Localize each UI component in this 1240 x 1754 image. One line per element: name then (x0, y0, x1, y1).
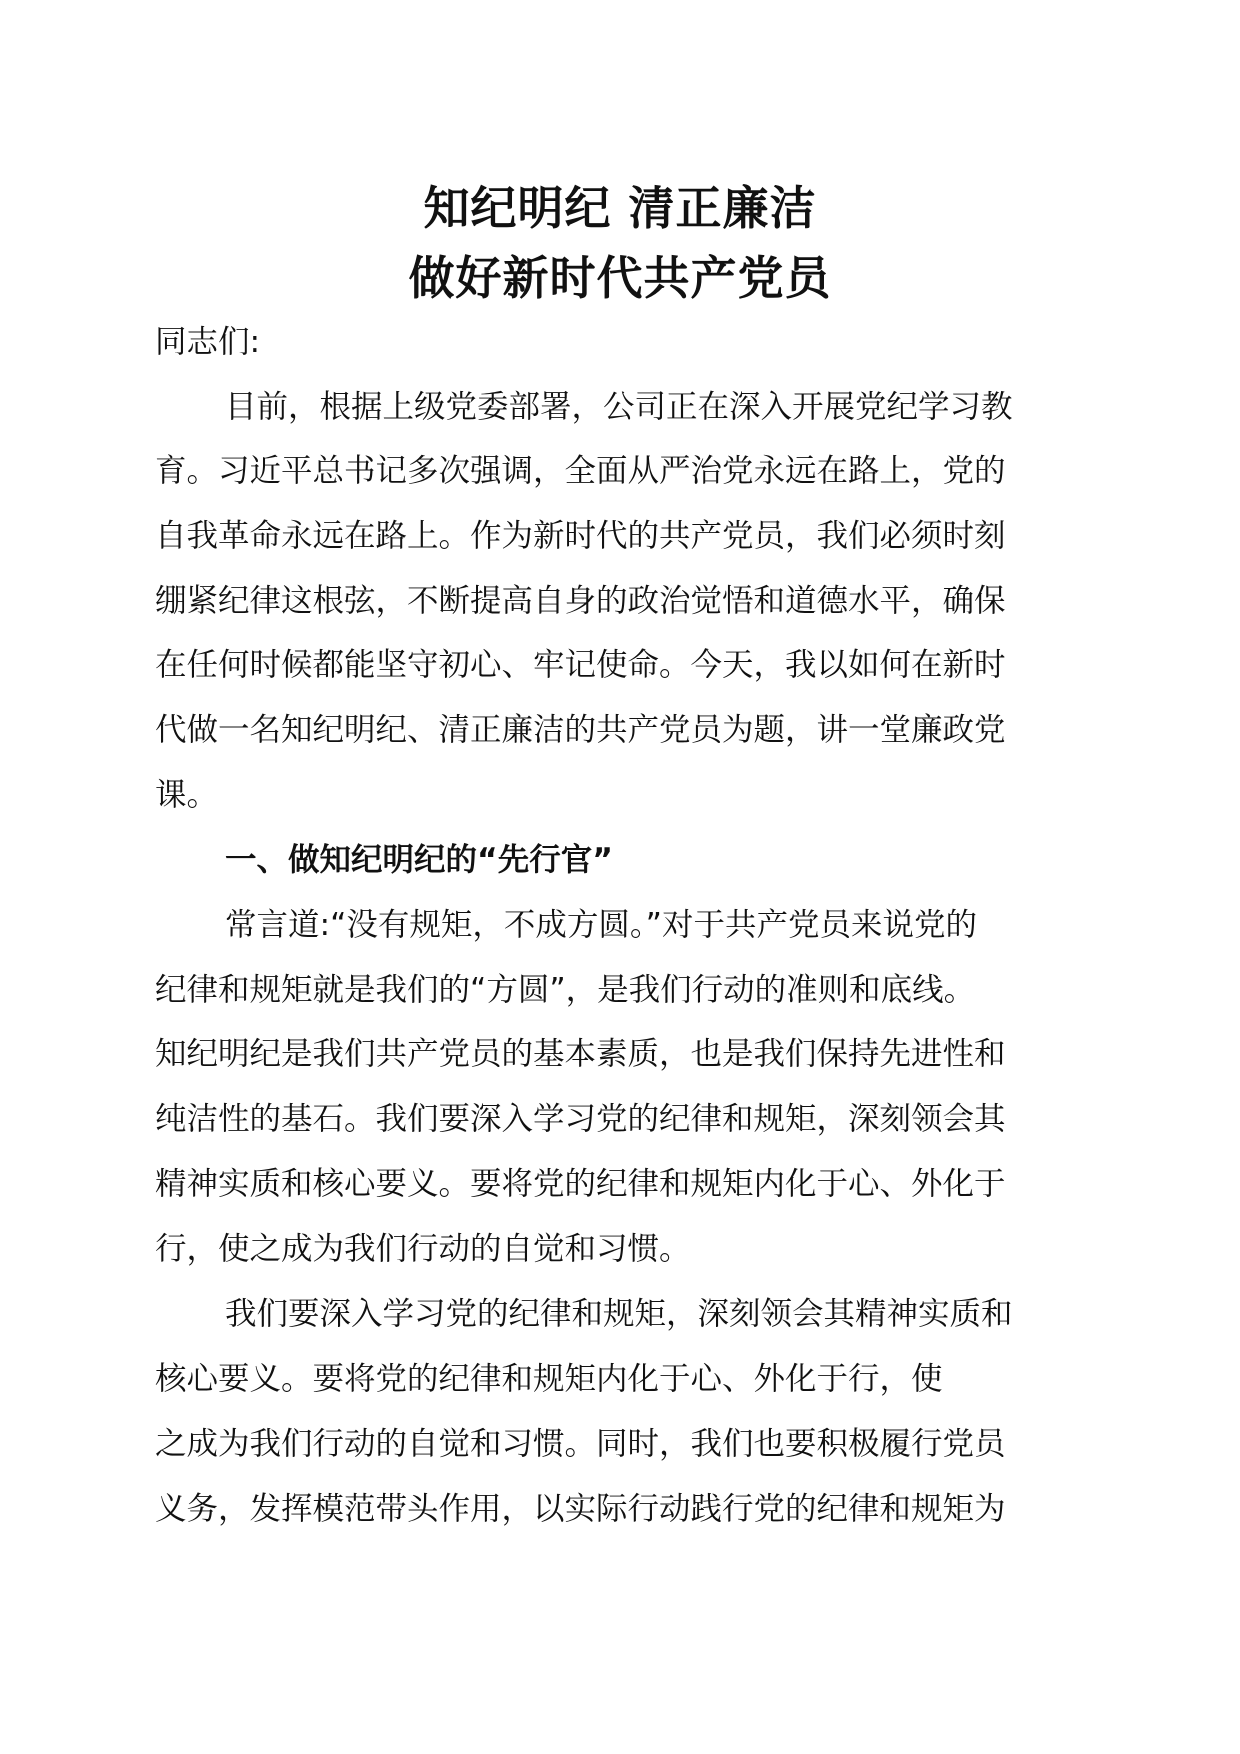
document-title-line-2: 做好新时代共产党员 (408, 251, 832, 305)
paragraph-line: 课。 (155, 777, 219, 813)
paragraph-line: 目前，根据上级党委部署，公司正在深入开展党纪学习教 (225, 389, 1013, 425)
paragraph-line: 义务，发挥模范带头作用，以实际行动践行党的纪律和规矩为 (155, 1491, 1006, 1527)
paragraph-line: 之成为我们行动的自觉和习惯。同时，我们也要积极履行党员 (155, 1426, 1006, 1462)
paragraph-line: 我们要深入学习党的纪律和规矩，深刻领会其精神实质和 (225, 1296, 1013, 1332)
paragraph-line: 知纪明纪是我们共产党员的基本素质，也是我们保持先进性和 (155, 1036, 1006, 1072)
paragraph-line: 核心要义。要将党的纪律和规矩内化于心、外化于行，使 (155, 1361, 943, 1397)
paragraph-line: 纪律和规矩就是我们的“方圆”，是我们行动的准则和底线。 (155, 972, 976, 1008)
paragraph-line: 育。习近平总书记多次强调，全面从严治党永远在路上，党的 (155, 453, 1006, 489)
section-heading: 一、做知纪明纪的“先行官” (225, 842, 613, 878)
paragraph-line: 绷紧纪律这根弦，不断提高自身的政治觉悟和道德水平，确保 (155, 583, 1006, 619)
salutation: 同志们: (155, 324, 261, 360)
paragraph-line: 代做一名知纪明纪、清正廉洁的共产党员为题，讲一堂廉政党 (155, 712, 1006, 748)
paragraph-line: 常言道:“没有规矩，不成方圆。”对于共产党员来说党的 (225, 907, 978, 943)
paragraph-line: 行，使之成为我们行动的自觉和习惯。 (155, 1231, 691, 1267)
paragraph-line: 在任何时候都能坚守初心、牢记使命。今天，我以如何在新时 (155, 647, 1006, 683)
paragraph-line: 自我革命永远在路上。作为新时代的共产党员，我们必须时刻 (155, 518, 1006, 554)
document-title-line-1: 知纪明纪 清正廉洁 (423, 181, 817, 235)
paragraph-line: 纯洁性的基石。我们要深入学习党的纪律和规矩，深刻领会其 (155, 1101, 1006, 1137)
paragraph-line: 精神实质和核心要义。要将党的纪律和规矩内化于心、外化于 (155, 1166, 1006, 1202)
